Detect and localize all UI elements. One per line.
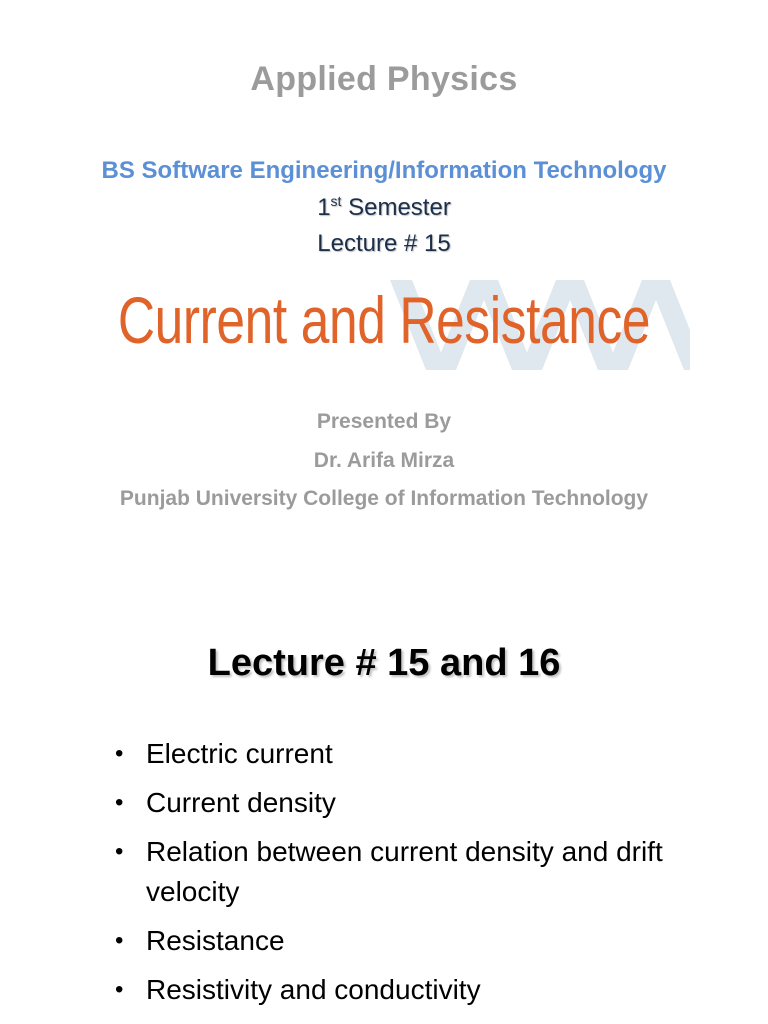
lecture-number: Lecture # 15 — [317, 230, 451, 257]
topic-label: Current density — [146, 787, 336, 818]
topic-item — [115, 832, 715, 912]
bullet-icon: • — [115, 838, 124, 865]
bullet-icon: • — [115, 789, 124, 816]
topic-label: Relation between current density and drift velocity — [146, 836, 663, 907]
presenter-name: Dr. Arifa Mirza — [313, 449, 455, 472]
bullet-icon: • — [115, 927, 124, 954]
topic-label: Resistance — [146, 925, 285, 956]
topic-label: Electric current — [146, 738, 333, 769]
semester-word: Semester — [341, 194, 451, 221]
topics-slide — [0, 576, 768, 1024]
bullet-icon: • — [115, 740, 124, 767]
semester-label — [0, 194, 768, 222]
topic-item — [115, 734, 715, 774]
topic-list — [115, 734, 715, 1019]
topic-item — [115, 970, 715, 1010]
topic-item — [115, 783, 715, 823]
course-title: Applied Physics — [250, 60, 518, 98]
semester-ordinal-suffix: st — [330, 193, 342, 209]
institution-name: Punjab University College of Information Technology — [119, 487, 649, 510]
topics-heading: Lecture # 15 and 16 — [207, 642, 561, 684]
topic-label: Resistivity and conductivity — [146, 974, 481, 1005]
program-name: BS Software Engineering/Information Technology — [101, 157, 667, 184]
topic-item — [115, 921, 715, 961]
lecture-main-title: Current and Resistance — [117, 283, 651, 357]
bullet-icon: • — [115, 976, 124, 1003]
presented-by-label: Presented By — [316, 410, 452, 433]
semester-number: 1 — [317, 194, 331, 221]
